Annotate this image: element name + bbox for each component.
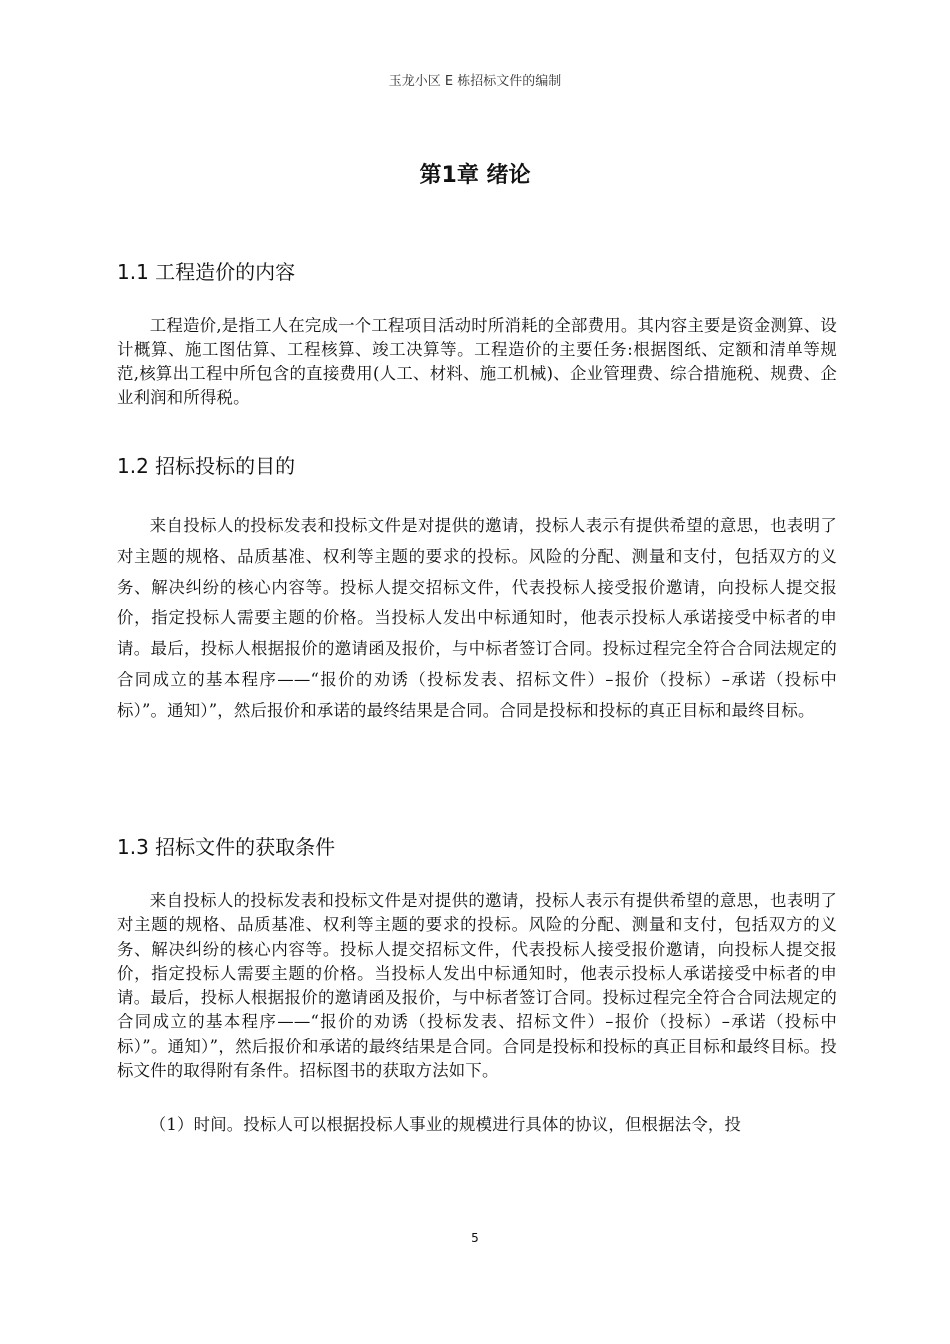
section-1-2-paragraph: 来自投标人的投标发表和投标文件是对提供的邀请，投标人表示有提供希望的意思，也表明了对主题的规格、品质基准、权利等主题的要求的投标。风险的分配、测量和支付，包括双方的义务、解决纠纷的核心内容等。投标人提交招标文件，代表投标人接受报价邀请，向投标人提交报价，指定投标人需要主题的价格。当投标人发出中标通知时，他表示投标人承诺接受中标者的申请。最后，投标人根据报价的邀请函及报价，与中标者签订合同。投标过程完全符合合同法规定的合同成立的基本程序——“报价的劝诱（投标发表、招标文件）–报价（投标）–承诺（投标中标）”。通知）”，然后报价和承诺的最终结果是合同。合同是投标和投标的真正目标和最终目标。 bbox=[117, 516, 837, 720]
section-1-3-paragraph-2: （1）时间。投标人可以根据投标人事业的规模进行具体的协议，但根据法令，投 bbox=[149, 1115, 742, 1134]
section-heading-1-1: 1.1 工程造价的内容 bbox=[117, 260, 296, 284]
section-1-3-paragraph: 来自投标人的投标发表和投标文件是对提供的邀请，投标人表示有提供希望的意思，也表明了对主题的规格、品质基准、权利等主题的要求的投标。风险的分配、测量和支付，包括双方的义务、解决纠纷的核心内容等。投标人提交招标文件，代表投标人接受报价邀请，向投标人提交报价，指定投标人需要主题的价格。当投标人发出中标通知时，他表示投标人承诺接受中标者的申请。最后，投标人根据报价的邀请函及报价，与中标者签订合同。投标过程完全符合合同法规定的合同成立的基本程序——“报价的劝诱（投标发表、招标文件）–报价（投标）–承诺（投标中标）”。通知）”，然后报价和承诺的最终结果是合同。合同是投标和投标的真正目标和最终目标。投标文件的取得附有条件。招标图书的获取方法如下。 bbox=[117, 891, 837, 1081]
section-1-1-paragraph: 工程造价,是指工人在完成一个工程项目活动时所消耗的全部费用。其内容主要是资金测算、设计概算、施工图估算、工程核算、竣工决算等。工程造价的主要任务:根据图纸、定额和清单等规范,核算出工程中所包含的直接费用(人工、材料、施工机械)、企业管理费、综合措施税、规费、企业利润和所得税。 bbox=[117, 316, 837, 407]
page-number: 5 bbox=[471, 1231, 479, 1245]
section-heading-1-3: 1.3 招标文件的获取条件 bbox=[117, 835, 336, 859]
running-header: 玉龙小区 E 栋招标文件的编制 bbox=[388, 74, 562, 89]
section-heading-1-2: 1.2 招标投标的目的 bbox=[117, 454, 296, 478]
chapter-title: 第1章 绪论 bbox=[419, 163, 531, 188]
